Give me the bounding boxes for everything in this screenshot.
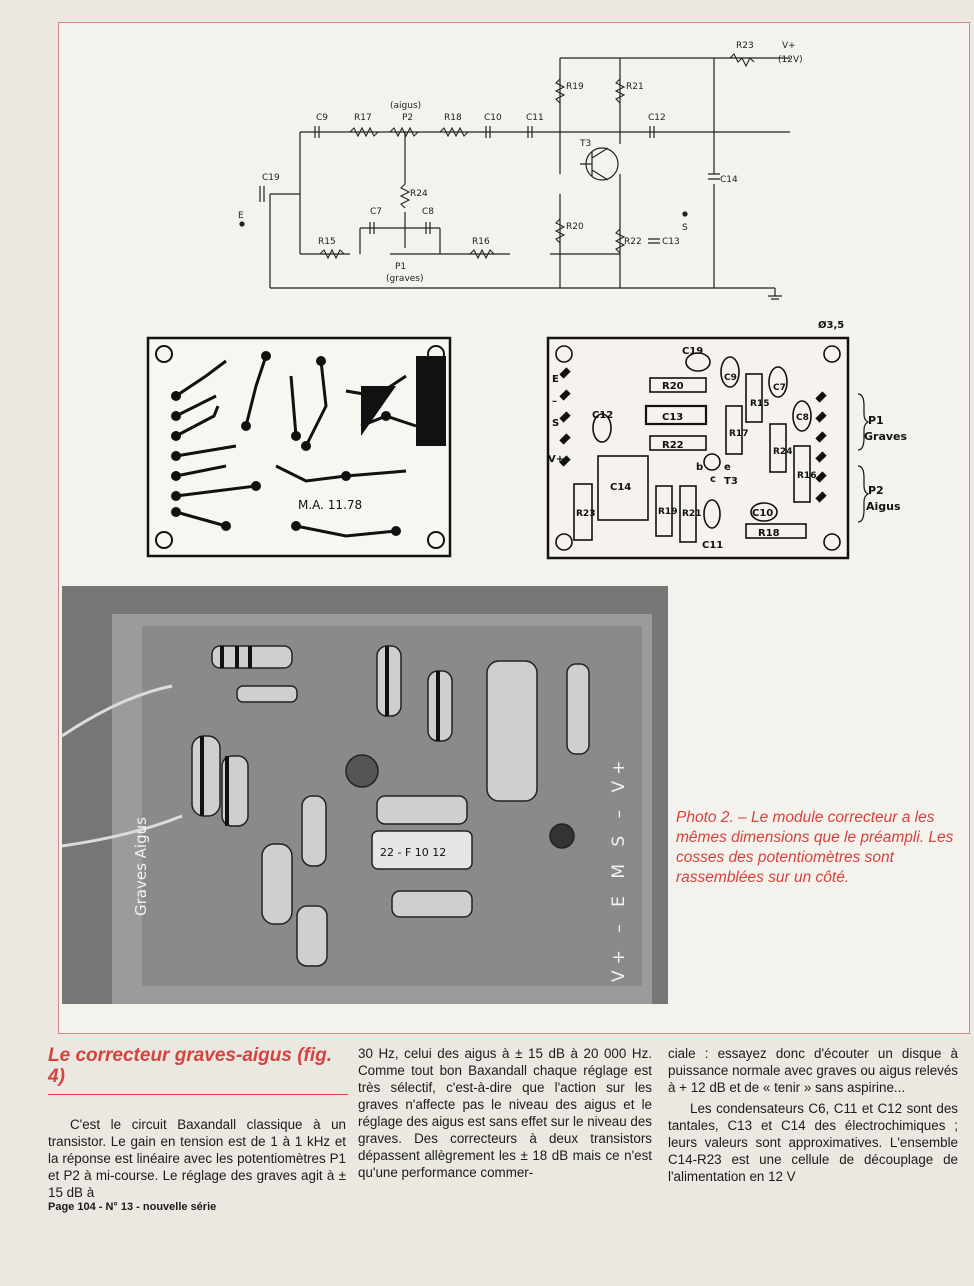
schematic-diagram: [230, 34, 830, 304]
label-r18: R18: [444, 113, 462, 123]
label-r17: R17: [354, 113, 372, 123]
label-c9: C9: [316, 113, 329, 123]
pcb-c: c: [710, 474, 716, 485]
pcb-c10: C10: [752, 508, 774, 519]
pcb-r21: R21: [682, 509, 702, 519]
pcb-r18: R18: [758, 528, 780, 539]
label-p2: P2: [402, 113, 414, 123]
pcb-r16: R16: [797, 471, 817, 481]
pcb-r15: R15: [750, 399, 770, 409]
photo-cap-marking: 22 - F 10 12: [380, 846, 447, 859]
photo-label-left: Graves Aigus: [132, 817, 150, 916]
article-column-3: [668, 1045, 958, 1185]
photo-label-right: V+ – E M S – V+: [609, 754, 629, 982]
label-r22: R22: [624, 237, 642, 247]
label-aigus: (aigus): [390, 101, 422, 111]
paragraph: ciale : essayez donc d'écouter un disque à puissance normale avec graves ou aigus relevés à + 12 dB et de « tenir » sans aspirine...: [668, 1046, 958, 1095]
pcb-c7: C7: [773, 383, 786, 393]
pcb-r20: R20: [662, 381, 684, 392]
pot-p2-label: P2: [868, 484, 884, 497]
pcb-r19: R19: [658, 507, 678, 517]
label-c13: C13: [662, 237, 680, 247]
label-c11: C11: [526, 113, 544, 123]
label-r24: R24: [410, 189, 428, 199]
label-graves: (graves): [386, 274, 424, 284]
label-c14: C14: [720, 175, 738, 185]
pcb-c8: C8: [796, 413, 809, 423]
paragraph: C'est le circuit Baxandall classique à un transistor. Le gain en tension est de 1 à 1 kHz et la réponse est linéaire avec les potentiomètres P1 et P2 à mi-course. Le réglage des graves agit à ± 15 dB à: [48, 1117, 346, 1200]
pcb-c13: C13: [662, 412, 684, 423]
label-r23: R23: [736, 41, 754, 51]
label-r16: R16: [472, 237, 490, 247]
pcb-r17: R17: [729, 429, 749, 439]
label-s: S: [682, 223, 688, 233]
pad-e: E: [552, 374, 559, 385]
pot-aigus-label: Aigus: [866, 500, 901, 513]
heading-rule: [48, 1094, 348, 1095]
pcb-c14: C14: [610, 482, 632, 493]
pcb-marking: M.A. 11.78: [298, 498, 363, 512]
label-v12: (12V): [778, 55, 803, 65]
paragraph: 30 Hz, celui des aigus à ± 15 dB à 20 000 Hz. Comme tout bon Baxandall chaque réglage est très sélectif, c'est-à-dire que l'action sur les graves n'affecte pas le niveau des aigus et le réglage des aigus est sans effet sur le niveau des graves. Des correcteurs à deux transistors dépassent allègrement les ± 18 dB mais ce n'est qu'une performance commer-: [358, 1046, 652, 1180]
label-r21: R21: [626, 82, 644, 92]
label-c10: C10: [484, 113, 502, 123]
label-r15: R15: [318, 237, 336, 247]
label-c12: C12: [648, 113, 666, 123]
page-footer: Page 104 - N° 13 - nouvelle série: [48, 1201, 217, 1213]
pcb-r22: R22: [662, 440, 684, 451]
label-vplus: V+: [782, 41, 796, 51]
hole-label: Ø3,5: [818, 320, 845, 331]
label-c7: C7: [370, 207, 383, 217]
pcb-t3: T3: [724, 476, 738, 487]
pcb-c11: C11: [702, 540, 724, 551]
label-e: E: [238, 211, 244, 221]
pcb-component-layout: [546, 316, 908, 566]
pcb-copper-layout: [146, 336, 452, 558]
pcb-b: b: [696, 462, 704, 473]
article-heading: Le correcteur graves-aigus (fig. 4): [48, 1045, 333, 1087]
label-r19: R19: [566, 82, 584, 92]
article-column-1: [48, 1116, 346, 1201]
label-c8: C8: [422, 207, 435, 217]
pcb-r23: R23: [576, 509, 596, 519]
module-photo: [62, 586, 668, 1004]
pot-graves-label: Graves: [864, 430, 908, 443]
pad-s: S: [552, 418, 560, 429]
pot-p1-label: P1: [868, 414, 884, 427]
pad-vplus: V+: [548, 454, 565, 465]
pcb-c12: C12: [592, 410, 614, 421]
pad-dash: –: [552, 396, 557, 407]
pcb-e: e: [724, 462, 731, 473]
paragraph: Les condensateurs C6, C11 et C12 sont des tantales, C13 et C14 des électrochimiques ; leurs valeurs sont approximatives. L'ensemble C14-R23 est une cellule de découplage de l'alimentation en 12 V: [668, 1101, 958, 1184]
pcb-c9: C9: [724, 373, 737, 383]
label-t3: T3: [580, 139, 592, 149]
label-r20: R20: [566, 222, 584, 232]
article-column-2: [358, 1045, 652, 1181]
photo-caption: Photo 2. – Le module correcteur a les mêmes dimensions que le préampli. Les cosses des potentiomètres sont rassemblées sur un côté.: [676, 809, 954, 886]
pcb-r24: R24: [773, 447, 793, 457]
label-c19: C19: [262, 173, 280, 183]
label-p1: P1: [395, 262, 407, 272]
pcb-c19: C19: [682, 346, 704, 357]
